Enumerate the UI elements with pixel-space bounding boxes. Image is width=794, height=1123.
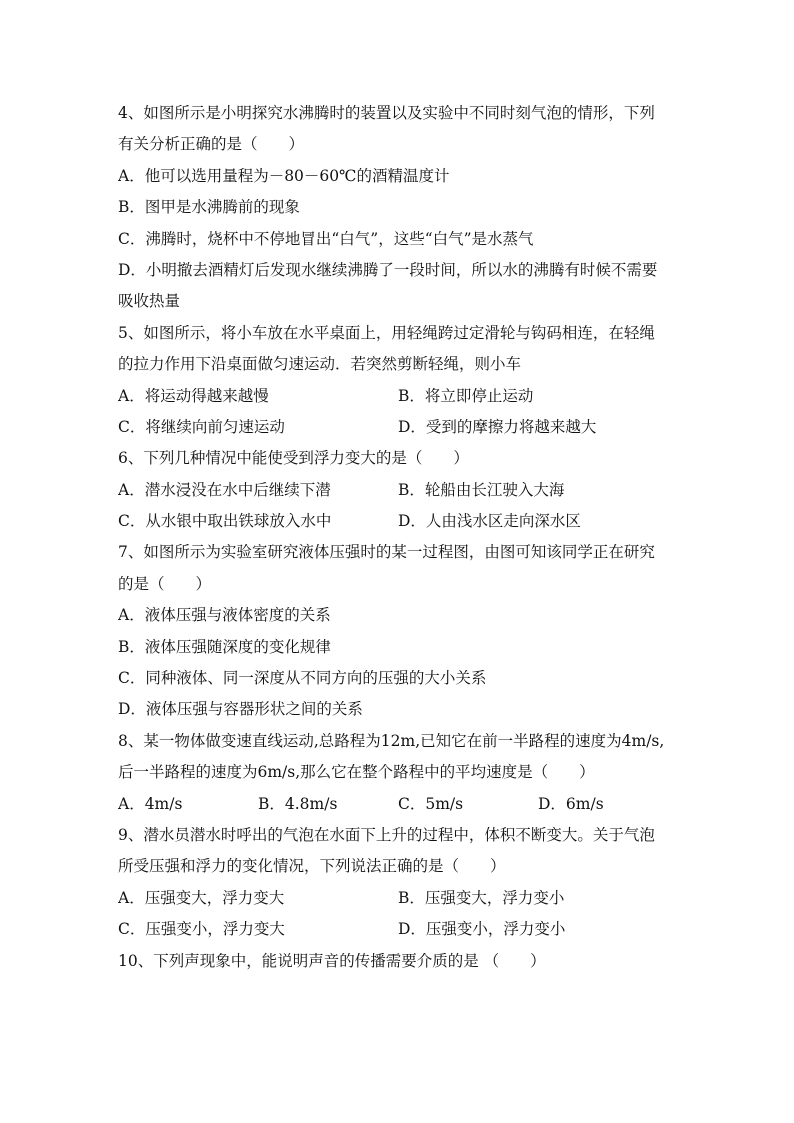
question-stem: 后一半路程的速度为6m/s,那么它在整个路程中的平均速度是（ ） [118, 763, 595, 782]
option-b: B．轮船由长江驶入大海 [398, 480, 565, 499]
option-d-continued: 吸收热量 [118, 292, 181, 311]
option-c: C．从水银中取出铁球放入水中 [118, 512, 332, 531]
option-c: C．压强变小，浮力变大 [118, 920, 285, 939]
options-row [118, 381, 683, 412]
option-c: C．将继续向前匀速运动 [118, 417, 285, 436]
option-b: B．将立即停止运动 [398, 386, 534, 405]
question-5 [118, 318, 683, 444]
option-b: B．4.8m/s [258, 794, 338, 813]
option-a: A．潜水浸没在水中后继续下潜 [118, 480, 331, 499]
option-d: D．人由浅水区走向深水区 [398, 512, 581, 531]
question-stem: 的是（ ） [118, 574, 212, 593]
question-stem: 7、如图所示为实验室研究液体压强时的某一过程图，由图可知该同学正在研究 [118, 543, 655, 562]
option-a: A．4m/s [118, 794, 183, 813]
question-stem: 有关分析正确的是（ ） [118, 135, 305, 154]
options-row [118, 412, 683, 443]
options-row [118, 914, 683, 945]
option-d: D．压强变小，浮力变小 [398, 920, 566, 939]
question-stem: 10、下列声现象中，能说明声音的传播需要介质的是 （ ） [118, 951, 546, 970]
options-row [118, 883, 683, 914]
option-d: D．液体压强与容器形状之间的关系 [118, 700, 363, 719]
question-7 [118, 537, 683, 725]
question-stem: 4、如图所示是小明探究水沸腾时的装置以及实验中不同时刻气泡的情形，下列 [118, 104, 655, 122]
option-a: A．液体压强与液体密度的关系 [118, 606, 331, 625]
option-b: B．液体压强随深度的变化规律 [118, 637, 331, 656]
option-d: D．受到的摩擦力将越来越大 [398, 417, 597, 436]
question-stem: 5、如图所示，将小车放在水平桌面上，用轻绳跨过定滑轮与钩码相连，在轻绳 [118, 323, 655, 342]
question-stem: 所受压强和浮力的变化情况，下列说法正确的是（ ） [118, 857, 506, 876]
options-row [118, 506, 683, 537]
option-c: C．沸腾时，烧杯中不停地冒出“白气”，这些“白气”是水蒸气 [118, 229, 534, 248]
question-9 [118, 820, 683, 946]
option-a: A．他可以选用量程为－80－60℃的酒精温度计 [118, 166, 450, 185]
question-stem: 的拉力作用下沿桌面做匀速运动．若突然剪断轻绳，则小车 [118, 355, 522, 374]
question-stem: 9、潜水员潜水时呼出的气泡在水面下上升的过程中，体积不断变大。关于气泡 [118, 825, 655, 844]
question-6 [118, 443, 683, 537]
question-4 [118, 98, 683, 318]
question-10 [118, 946, 683, 977]
question-stem: 6、下列几种情况中能使受到浮力变大的是（ ） [118, 449, 469, 468]
option-a: A．将运动得越来越慢 [118, 386, 269, 405]
question-list [118, 98, 683, 977]
option-d: D．小明撤去酒精灯后发现水继续沸腾了一段时间，所以水的沸腾有时候不需要 [118, 260, 658, 279]
option-a: A．压强变大，浮力变大 [118, 888, 285, 907]
options-row [118, 475, 683, 506]
option-b: B．图甲是水沸腾前的现象 [118, 198, 300, 217]
question-stem: 8、某一物体做变速直线运动,总路程为12m,已知它在前一半路程的速度为4m/s, [118, 731, 665, 750]
option-d: D．6m/s [538, 794, 604, 813]
option-b: B．压强变大，浮力变小 [398, 888, 565, 907]
question-8 [118, 726, 683, 820]
option-c: C．5m/s [398, 794, 464, 813]
options-row [118, 789, 683, 820]
option-c: C．同种液体、同一深度从不同方向的压强的大小关系 [118, 669, 487, 688]
